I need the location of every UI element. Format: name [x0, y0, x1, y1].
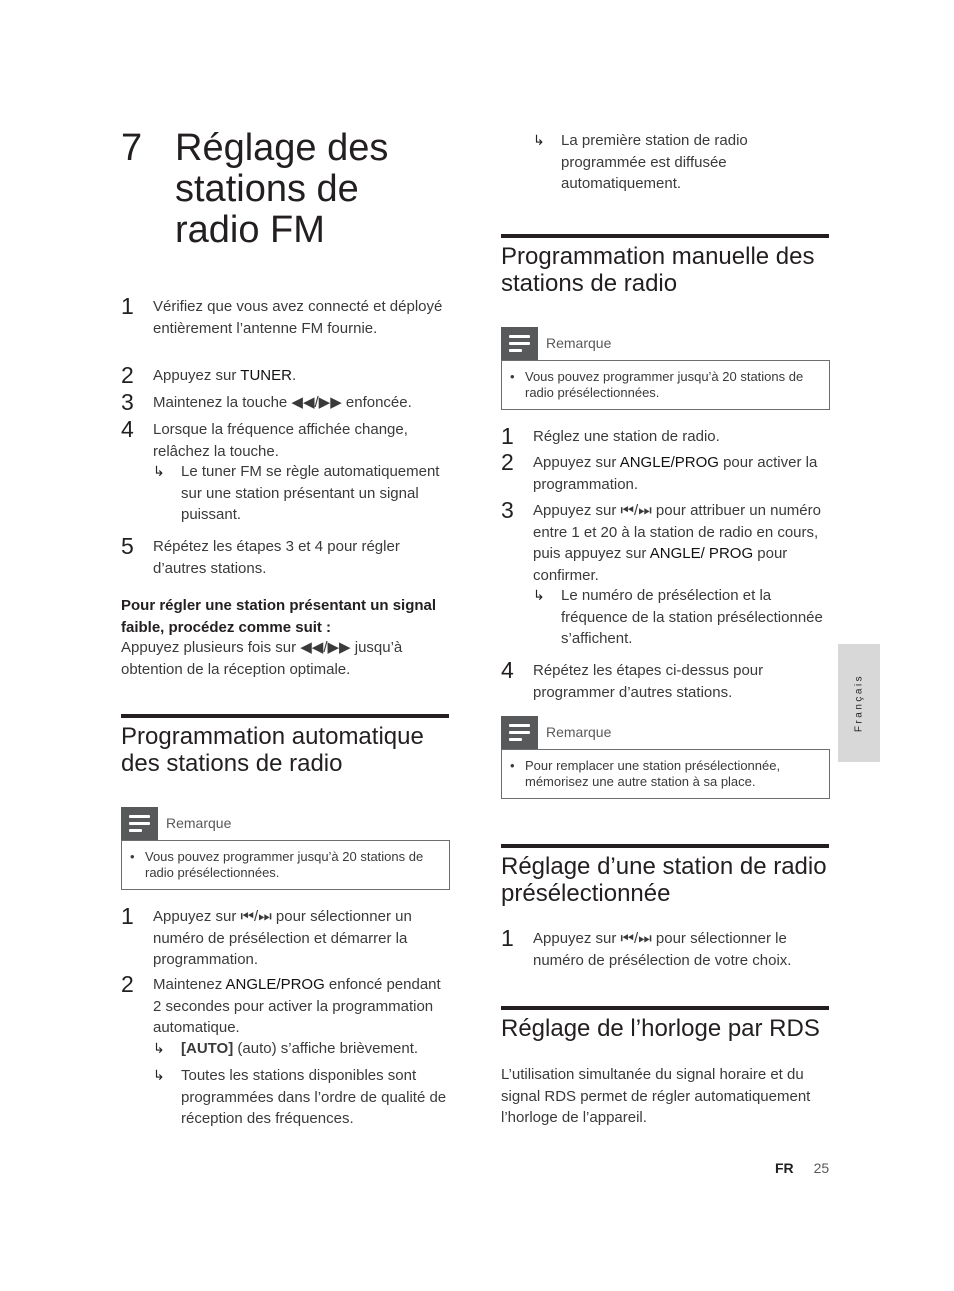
result-arrow-icon: ↳ [153, 1067, 165, 1083]
rds-section-heading: Réglage de l’horloge par RDS [501, 1006, 829, 1042]
rds-text: L’utilisation simultanée du signal horaire et du signal RDS permet de régler automatiquement l’horloge de l’appareil. [501, 1066, 811, 1126]
note-label: Remarque [546, 335, 612, 351]
note-icon [501, 716, 538, 749]
auto-section-heading: Programmation automatique des stations de radio [121, 714, 449, 777]
note-text: Vous pouvez programmer jusqu’à 20 stations de radio présélectionnées. [525, 369, 804, 400]
chapter-number: 7 [121, 127, 143, 169]
step-text: Répétez les étapes ci-dessus pour programmer d’autres stations. [533, 662, 764, 701]
step-text: Répétez les étapes 3 et 4 pour régler d’autres stations. [153, 538, 400, 577]
step-text: Maintenez la touche ◀◀/▶▶ enfoncée. [153, 394, 412, 411]
angle-prog-keyword: ANGLE/PROG [225, 976, 325, 993]
result-text: Le numéro de présélection et la fréquence de la station présélectionnée s’affichent. [561, 587, 823, 647]
manual-step-1 [501, 423, 831, 449]
step-number: 1 [501, 925, 514, 951]
manual-note [501, 327, 830, 410]
preset-step-1 [501, 925, 831, 971]
manual-section-heading: Programmation manuelle des stations de radio [501, 234, 829, 297]
result-text: Toutes les stations disponibles sont programmées dans l’ordre de qualité de réception des fréquences. [181, 1067, 447, 1127]
intro-step-1 [121, 293, 451, 339]
auto-result-2 [153, 1065, 451, 1130]
step-number: 4 [501, 657, 514, 683]
step-number: 1 [501, 423, 514, 449]
language-side-tab [838, 644, 880, 762]
left-column [121, 0, 451, 1291]
auto-note [121, 807, 450, 890]
weak-signal-text: Appuyez plusieurs fois sur ◀◀/▶▶ jusqu’à obtention de la réception optimale. [121, 639, 403, 678]
step-text: Maintenez [153, 976, 226, 993]
step-number: 1 [121, 293, 134, 319]
auto-step-2 [121, 971, 451, 1039]
step-text-end: pour confirmer. [533, 545, 788, 584]
tuner-keyword: TUNER [240, 367, 292, 384]
note-box [121, 840, 450, 890]
weak-signal-heading: Pour régler une station présentant un signal faible, procédez comme suit : [121, 597, 437, 636]
step-number: 5 [121, 533, 134, 559]
step-text: Appuyez sur ⏮/⏭ pour attribuer un numéro entre 1 et 20 à la station de radio en cours, puis appuyez sur [533, 502, 821, 562]
step-text: Appuyez sur ⏮/⏭ pour sélectionner un numéro de présélection et démarrer la programmation. [153, 908, 412, 968]
note-label: Remarque [166, 815, 232, 831]
step-text-end: enfoncé pendant 2 secondes pour activer la programmation automatique. [153, 976, 441, 1036]
step-number: 3 [501, 497, 514, 523]
result-text: Le tuner FM se règle automatiquement sur une station présentant un signal puissant. [181, 463, 440, 523]
manual-step-3 [501, 497, 831, 586]
language-tab-label: Français [853, 673, 865, 733]
intro-result-4 [153, 461, 451, 526]
chapter-heading: Réglage des stations de radio FM [175, 127, 389, 251]
preset-section-heading: Réglage d’une station de radio présélectionnée [501, 844, 829, 907]
bullet-icon: • [510, 758, 515, 773]
angle-prog-keyword: ANGLE/ PROG [649, 545, 754, 562]
step-text: Appuyez sur [153, 367, 241, 384]
note-icon [501, 327, 538, 360]
note-text: Vous pouvez programmer jusqu’à 20 stations de radio présélectionnées. [145, 849, 424, 880]
result-text: (auto) s’affiche brièvement. [233, 1040, 419, 1057]
bullet-icon: • [130, 849, 135, 864]
step-number: 1 [121, 903, 134, 929]
note-label: Remarque [546, 724, 612, 740]
step-number: 4 [121, 416, 134, 442]
page-footer [775, 1160, 829, 1176]
intro-step-2 [121, 362, 451, 388]
manual-note-2 [501, 716, 830, 799]
note-box [501, 749, 830, 799]
auto-step-1 [121, 903, 451, 971]
note-text: Pour remplacer une station présélectionnée, mémorisez une autre station à sa place. [525, 758, 781, 789]
step-number: 2 [121, 362, 134, 388]
result-arrow-icon: ↳ [153, 463, 165, 479]
result-arrow-icon: ↳ [153, 1040, 165, 1056]
right-column [501, 0, 831, 1291]
step-text: Lorsque la fréquence affichée change, relâchez la touche. [153, 421, 408, 460]
step-text: Vérifiez que vous avez connecté et déployé entièrement l’antenne FM fournie. [153, 298, 443, 337]
intro-step-3 [121, 389, 451, 415]
footer-language: FR [775, 1160, 794, 1176]
auto-keyword: [AUTO] [181, 1040, 234, 1057]
manual-step-4 [501, 657, 831, 703]
intro-step-4 [121, 416, 451, 462]
step-number: 2 [121, 971, 134, 997]
auto-result-1 [153, 1038, 451, 1060]
step-text-end: pour activer la programmation. [533, 454, 818, 493]
manual-result-3 [533, 585, 831, 650]
note-icon [121, 807, 158, 840]
step-text: Appuyez sur ⏮/⏭ pour sélectionner le numéro de présélection de votre choix. [533, 930, 792, 969]
page-number: 25 [813, 1160, 830, 1176]
manual-step-2 [501, 449, 831, 495]
note-box [501, 360, 830, 410]
step-text: Appuyez sur [533, 454, 620, 471]
step-text-end: . [291, 367, 297, 384]
result-arrow-icon: ↳ [533, 132, 545, 148]
result-text: La première station de radio programmée est diffusée automatiquement. [561, 132, 748, 192]
auto-result-3 [533, 130, 831, 195]
angle-prog-keyword: ANGLE/PROG [619, 454, 719, 471]
step-text: Réglez une station de radio. [533, 428, 720, 445]
bullet-icon: • [510, 369, 515, 384]
step-number: 3 [121, 389, 134, 415]
step-number: 2 [501, 449, 514, 475]
result-arrow-icon: ↳ [533, 587, 545, 603]
intro-step-5 [121, 533, 451, 579]
